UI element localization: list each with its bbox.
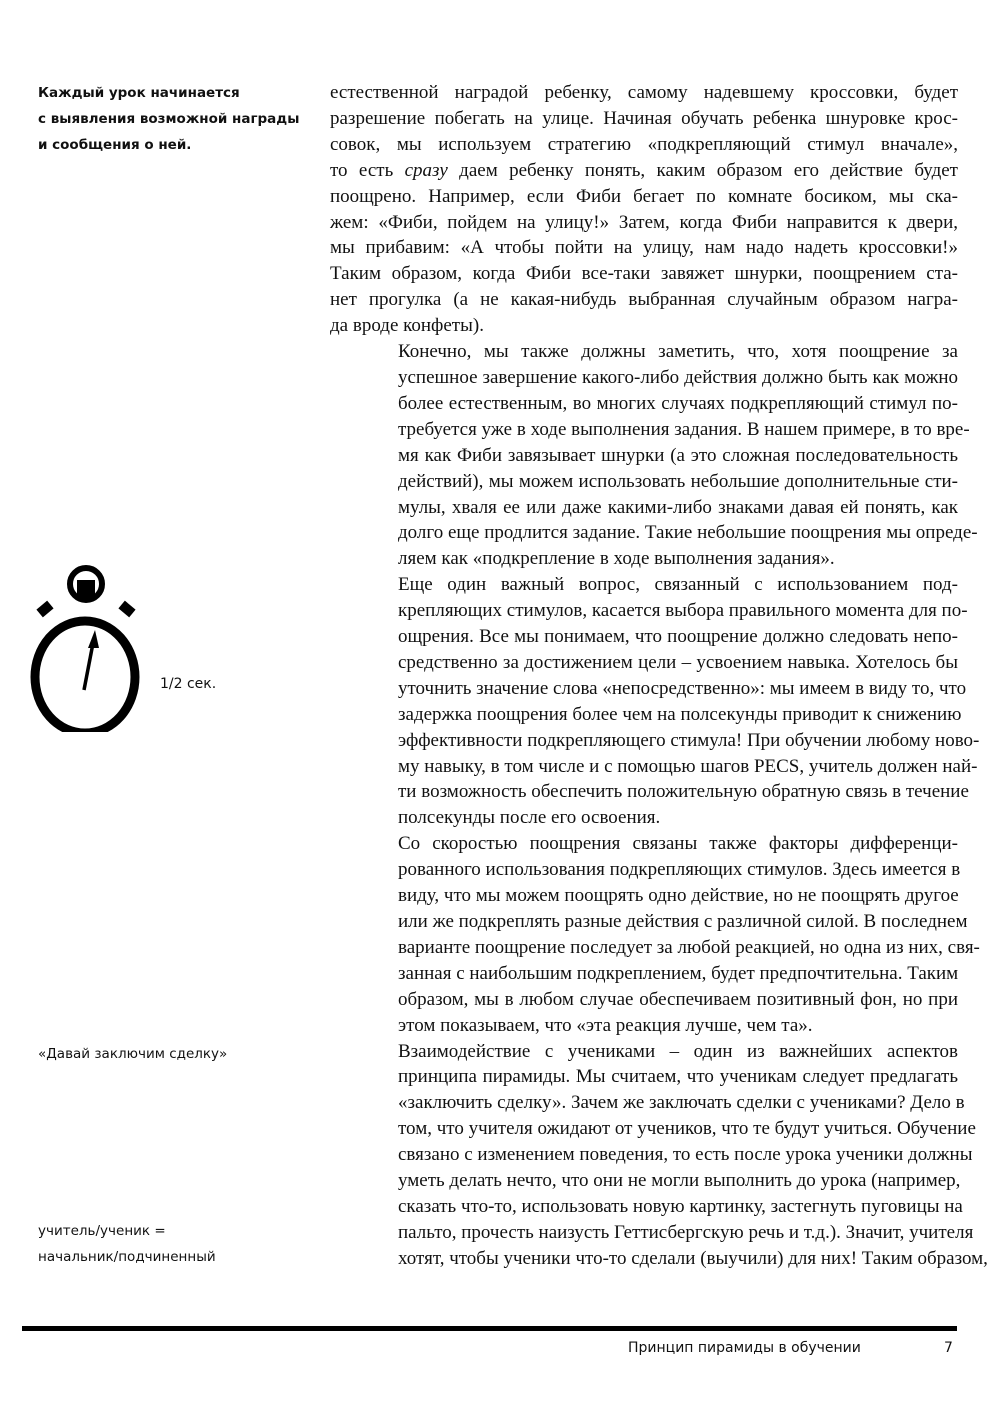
page-number: 7 xyxy=(944,1340,953,1356)
text-line: да вроде конфеты). xyxy=(330,315,484,337)
text-line: занная с наибольшим подкреплением, будет предпочтительна. Таким xyxy=(398,962,959,984)
text-line: виду, что мы можем поощрять одно действие, но не поощрять другое xyxy=(398,885,959,907)
emphasis: сразу xyxy=(404,159,448,181)
margin-note-line: Каждый урок начинается xyxy=(38,85,240,101)
text-line: связано с изменением поведения, то есть после урока ученики должны xyxy=(398,1144,973,1166)
text-line: пальто, прочесть наизусть Геттисбергскую речь и т.д.). Значит, учителя xyxy=(398,1221,974,1243)
text-line: Конечно, мы также должны заметить, что, хотя поощрение за xyxy=(398,341,958,363)
text-line: разрешение побегать на улице. Начиная обучать ребенка шнуровке крос- xyxy=(330,107,958,129)
text-line: полсекунды после его освоения. xyxy=(398,807,661,829)
text-line: Со скоростью поощрения связаны также факторы дифференци- xyxy=(398,833,958,855)
paragraph-1 xyxy=(330,80,958,339)
text-line: или же подкреплять разные действия с различной силой. В последнем xyxy=(398,911,968,932)
text-line: рованного использования подкрепляющих стимулов. Здесь имеется в xyxy=(398,859,961,881)
paragraph-5 xyxy=(330,1039,988,1272)
text-line: уточнить значение слова «непосредственно»: мы имеем в виду то, что xyxy=(398,677,967,699)
margin-note-deal xyxy=(38,1041,227,1067)
margin-note-line: с выявления возможной награды xyxy=(38,111,300,127)
stopwatch-left-button xyxy=(36,601,53,618)
text-line: этом показываем, что «эта реакция лучше, чем та». xyxy=(398,1014,813,1036)
margin-note-line: учитель/ученик = xyxy=(38,1223,166,1239)
text-line: долго еще продлится задание. Такие небольшие поощрения мы опреде- xyxy=(398,522,978,544)
text-line: то есть сразу даем ребенку понять, каким образом его действие будет xyxy=(330,159,958,181)
text-line: ляем как «подкрепление в ходе выполнения задания». xyxy=(398,548,835,570)
stopwatch-right-button xyxy=(118,601,135,618)
paragraph-2 xyxy=(330,339,978,572)
footer-rule xyxy=(22,1326,957,1331)
text-line: Еще один важный вопрос, связанный с использованием под- xyxy=(398,574,958,596)
text-line: эффективности подкрепляющего стимула! При обучении любому ново- xyxy=(398,729,980,751)
text-line: мя как Фиби завязывает шнурки (а это сложная последовательность xyxy=(398,444,958,466)
text-line: действий), мы можем использовать небольшие дополнительные сти- xyxy=(398,470,958,492)
half-second-label: 1/2 сек. xyxy=(160,676,217,692)
text-line: совок, мы используем стратегию «подкрепляющий стимул вначале», xyxy=(330,133,958,155)
text-line: успешное завершение какого-либо действия должно быть как можно xyxy=(398,366,958,388)
paragraph-4 xyxy=(330,831,980,1038)
text-line: ощрения. Все мы понимаем, что поощрение должно следовать непо- xyxy=(398,626,958,648)
text-line: жем: «Фиби, пойдем на улицу!» Затем, когда Фиби направится к двери, xyxy=(330,211,958,233)
text-line: хотят, чтобы ученики что-то сделали (выучили) для них! Таким образом, xyxy=(398,1247,988,1269)
text-line: образом, мы в любом случае обеспечиваем позитивный фон, но при xyxy=(398,988,958,1010)
main-text xyxy=(330,80,988,1272)
text-line: «заключить сделку». Зачем же заключать сделки с учениками? Дело в xyxy=(398,1092,965,1114)
text-line: том, что учителя ожидают от учеников, что те будут учиться. Обучение xyxy=(398,1118,976,1140)
text-line: мулы, хваля ее или даже какими-либо знаками давая ей понять, как xyxy=(398,496,958,518)
text-line: крепляющих стимулов, касается выбора правильного момента для по- xyxy=(398,600,968,622)
text-line: нет прогулка (а не какая-нибудь выбранная случайным образом награ- xyxy=(330,289,958,311)
text-line: задержка поощрения более чем на полсекунды приводит к снижению xyxy=(398,703,962,725)
text-line: поощрено. Например, если Фиби бегает по комнате босиком, мы ска- xyxy=(330,185,958,207)
margin-note-line: «Давай заключим сделку» xyxy=(38,1046,228,1062)
text-line: Таким образом, когда Фиби все-таки завяжет шнурки, поощрением ста- xyxy=(330,263,958,285)
paragraph-3 xyxy=(330,572,980,831)
stopwatch-hand-arrowhead xyxy=(88,630,99,648)
text-line: му навыку, в том числе и с помощью шагов PECS, учитель должен най- xyxy=(398,755,978,777)
text-line: требуется уже в ходе выполнения задания. В нашем примере, в то вре- xyxy=(398,418,970,440)
text-line: принципа пирамиды. Мы считаем, что ученикам следует предлагать xyxy=(398,1066,958,1088)
text-line: варианте поощрение последует за любой реакцией, но одна из них, свя- xyxy=(398,936,980,958)
stopwatch-crown-stem xyxy=(77,580,95,600)
text-line: ти возможность обеспечить положительную обратную связь в течение xyxy=(398,781,969,803)
text-line: средственно за достижением цели – усвоением навыка. Хотелось бы xyxy=(398,651,958,673)
margin-note-teacher xyxy=(38,1218,216,1270)
text-line: более естественным, во многих случаях подкрепляющий стимул по- xyxy=(398,392,958,414)
running-title: Принцип пирамиды в обучении xyxy=(628,1340,861,1356)
stopwatch-icon xyxy=(28,562,148,732)
text-line: сказать что-то, использовать новую картинку, застегнуть пуговицы на xyxy=(398,1195,963,1217)
text-line: Взаимодействие с учениками – один из важнейших аспектов xyxy=(398,1040,958,1062)
text-line: естественной наградой ребенку, самому надевшему кроссовки, будет xyxy=(330,82,958,103)
text-line: уметь делать нечто, что они не могли выполнить до урока (например, xyxy=(398,1170,961,1192)
margin-note-line: и сообщения о ней. xyxy=(38,137,192,153)
margin-note-line: начальник/подчиненный xyxy=(38,1249,216,1265)
text-line: мы прибавим: «А чтобы пойти на улицу, нам надо надеть кроссовки!» xyxy=(330,237,958,259)
margin-note-reward xyxy=(38,80,299,158)
